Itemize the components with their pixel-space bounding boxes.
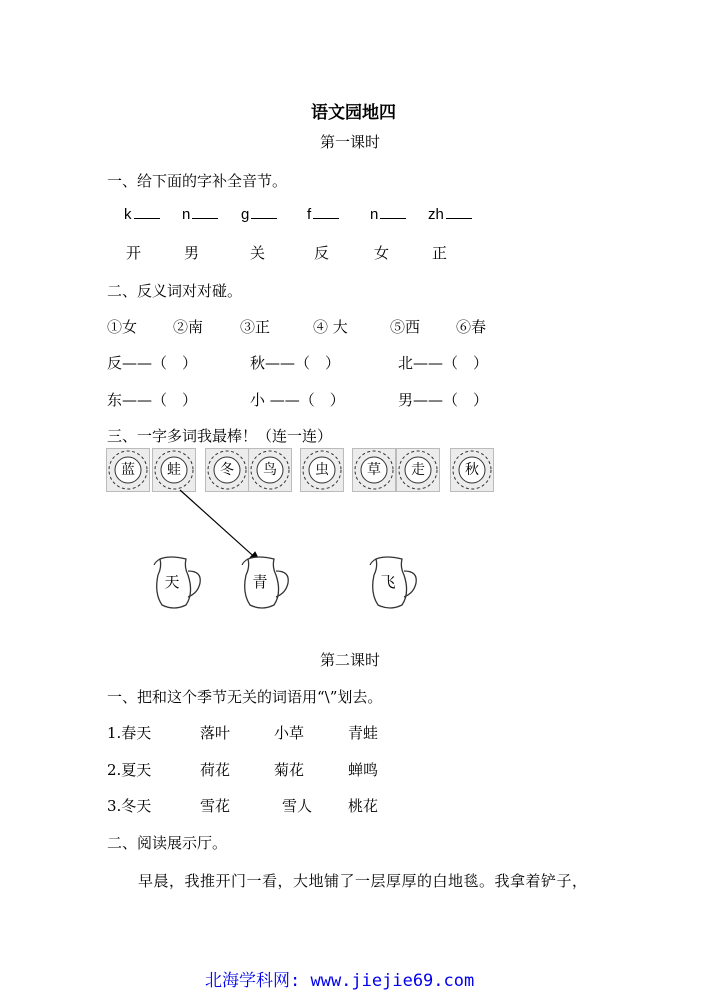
antonym-pair-5: 小 ——（ ） (250, 391, 345, 409)
season-word: 雪人 (282, 797, 313, 815)
flower-char-1: 蓝 (106, 448, 150, 492)
season-word: 蝉鸣 (348, 761, 379, 779)
question-4: 一、把和这个季节无关的词语用“\”划去。 (107, 688, 383, 706)
jug-char-2: 青 (238, 553, 294, 613)
question-1: 一、给下面的字补全音节。 (107, 172, 288, 190)
pinyin-char-4: 反 (314, 244, 330, 262)
season-word: 落叶 (200, 724, 231, 742)
flower-char-8: 秋 (450, 448, 494, 492)
jug-char-1: 天 (150, 553, 206, 613)
season-word: 荷花 (200, 761, 231, 779)
antonym-pair-4: 东——（ ） (107, 391, 198, 409)
option-5: ⑤西 (390, 318, 421, 336)
flower-char-5: 虫 (300, 448, 344, 492)
option-4: ④ 大 (313, 318, 348, 336)
question-2: 二、反义词对对碰。 (107, 282, 243, 300)
pinyin-initial-6: zh (428, 206, 472, 223)
pinyin-char-2: 男 (184, 244, 200, 262)
flower-char-2: 蛙 (152, 448, 196, 492)
option-3: ③正 (240, 318, 271, 336)
pinyin-char-1: 开 (126, 244, 142, 262)
pinyin-char-3: 关 (250, 244, 266, 262)
season-word: 桃花 (348, 797, 379, 815)
season-label-3: 3.冬天 (107, 797, 152, 815)
season-word: 菊花 (274, 761, 305, 779)
jug-char-3: 飞 (366, 553, 422, 613)
lesson-2-heading: 第二课时 (320, 651, 381, 669)
question-5: 二、阅读展示厅。 (107, 834, 228, 852)
antonym-pair-3: 北——（ ） (398, 354, 489, 372)
option-2: ②南 (173, 318, 204, 336)
antonym-pair-2: 秋——（ ） (250, 354, 341, 372)
season-word: 小草 (274, 724, 305, 742)
pinyin-initial-4: f (307, 206, 339, 223)
flower-char-7: 走 (396, 448, 440, 492)
pinyin-char-6: 正 (432, 244, 448, 262)
reading-passage: 早晨，我推开门一看，大地铺了一层厚厚的白地毯。我拿着铲子， (138, 872, 588, 890)
lesson-1-heading: 第一课时 (320, 133, 381, 151)
season-label-2: 2.夏天 (107, 761, 152, 779)
option-6: ⑥春 (456, 318, 487, 336)
pinyin-char-5: 女 (374, 244, 390, 262)
page-title: 语文园地四 (311, 103, 396, 123)
pinyin-initial-3: g (241, 206, 277, 223)
flower-char-4: 鸟 (248, 448, 292, 492)
question-3: 三、一字多词我最棒！（连一连） (107, 427, 333, 445)
pinyin-initial-1: k (124, 206, 160, 223)
pinyin-initial-5: n (370, 206, 406, 223)
season-word: 青蛙 (348, 724, 379, 742)
footer-watermark: 北海学科网: www.jiejie69.com (205, 971, 475, 991)
pinyin-initial-2: n (182, 206, 218, 223)
antonym-pair-1: 反——（ ） (107, 354, 198, 372)
option-1: ①女 (107, 318, 138, 336)
flower-char-6: 草 (352, 448, 396, 492)
season-word: 雪花 (200, 797, 231, 815)
flower-char-3: 冬 (205, 448, 249, 492)
season-label-1: 1.春天 (107, 724, 152, 742)
antonym-pair-6: 男——（ ） (398, 391, 489, 409)
